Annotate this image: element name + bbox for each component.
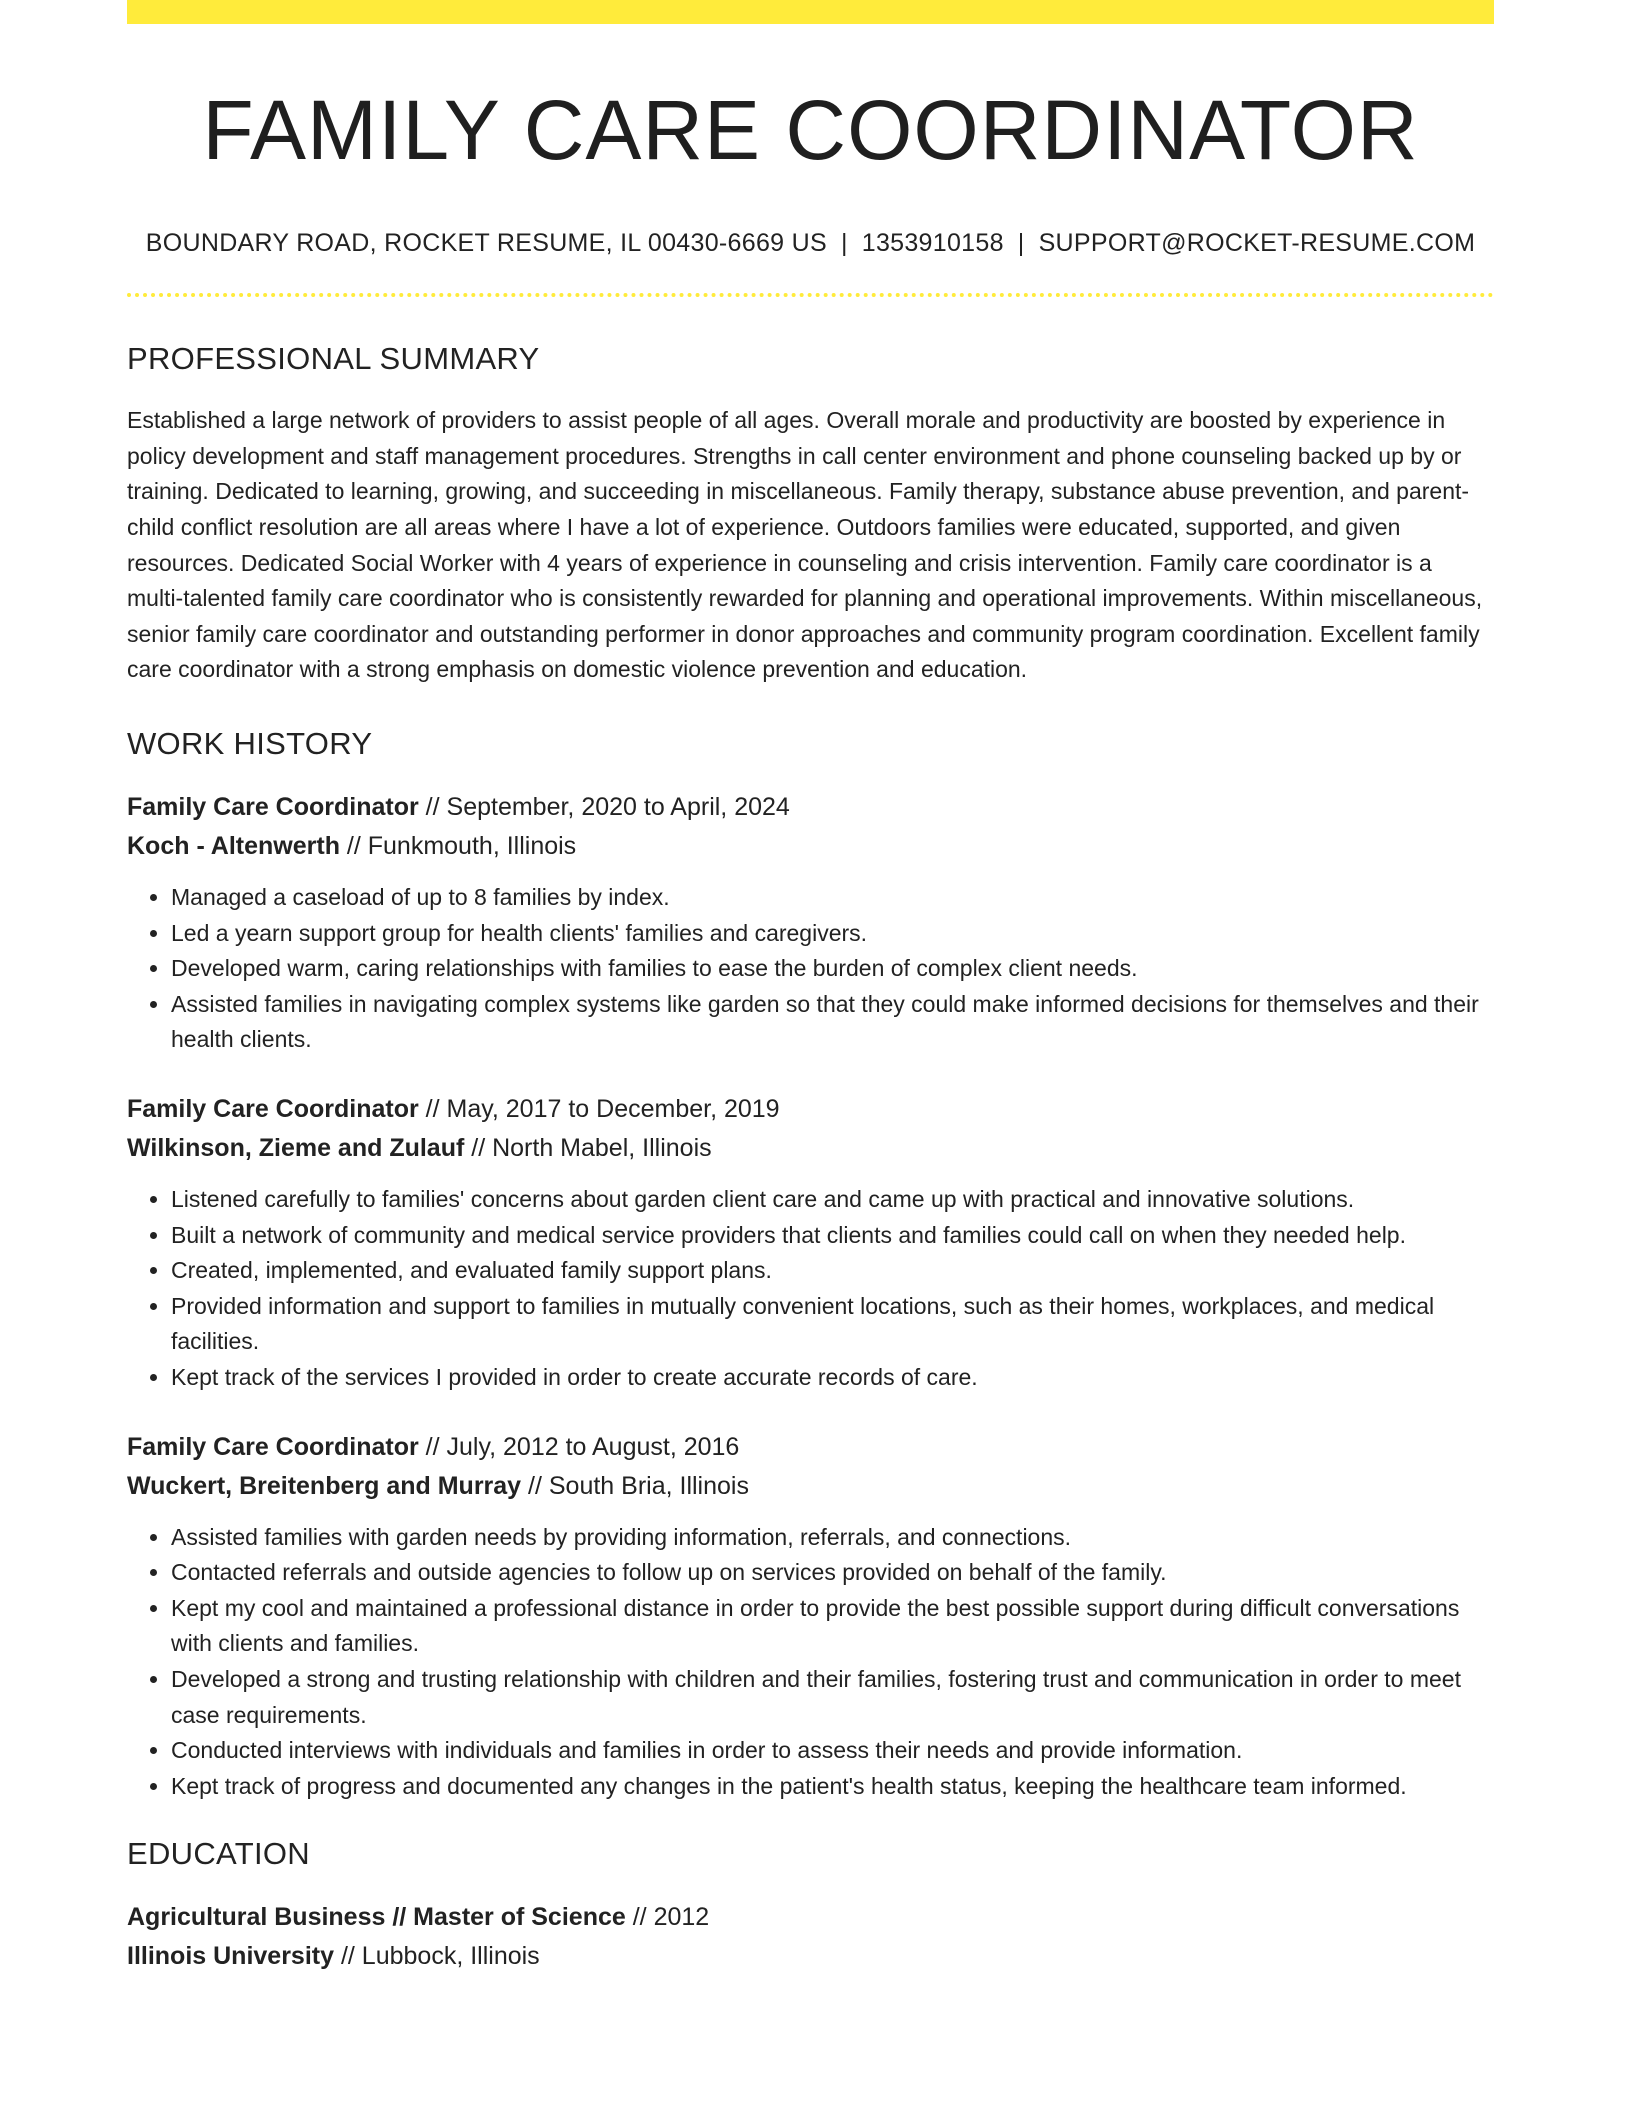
duty-item: • Developed a strong and trusting relationship with children and their families, fostering trust and communication in order to meet case requirements.: [171, 1662, 1494, 1733]
job-entry: [127, 1090, 1494, 1396]
job-company-line: [127, 1467, 1494, 1506]
duty-item: • Kept track of progress and documented any changes in the patient's health status, keeping the healthcare team informed.: [171, 1769, 1494, 1805]
education-degree-line: [127, 1898, 1494, 1937]
job-title: Family Care Coordinator: [127, 1095, 419, 1124]
job-company-line: [127, 1129, 1494, 1168]
job-title-line: [127, 788, 1494, 827]
contact-email: SUPPORT@ROCKET-RESUME.COM: [1038, 228, 1476, 257]
job-dates: // September, 2020 to April, 2024: [418, 793, 790, 822]
duties-list: [127, 880, 1494, 1058]
duty-item: • Developed warm, caring relationships with families to ease the burden of complex client needs.: [171, 951, 1494, 987]
summary-heading: PROFESSIONAL SUMMARY: [127, 341, 540, 377]
contact-phone: 1353910158: [861, 228, 1004, 257]
education-school: Illinois University: [127, 1942, 335, 1971]
job-dates: // May, 2017 to December, 2019: [418, 1095, 780, 1124]
job-company: Wuckert, Breitenberg and Murray: [127, 1471, 522, 1500]
duty-item: • Managed a caseload of up to 8 families by index.: [171, 880, 1494, 916]
education-year: // 2012: [625, 1903, 710, 1932]
job-entry: [127, 1428, 1494, 1805]
job-company: Wilkinson, Zieme and Zulauf: [127, 1134, 465, 1163]
education-school-line: [127, 1937, 1494, 1976]
work-history-heading: WORK HISTORY: [127, 726, 373, 762]
job-title-line: [127, 1428, 1494, 1467]
job-dates: // July, 2012 to August, 2016: [418, 1432, 740, 1461]
duty-item: • Conducted interviews with individuals and families in order to assess their needs and provide information.: [171, 1733, 1494, 1769]
job-title: Family Care Coordinator: [127, 1432, 419, 1461]
resume-title: FAMILY CARE COORDINATOR: [202, 83, 1419, 177]
job-location: // Funkmouth, Illinois: [339, 832, 577, 861]
contact-address: BOUNDARY ROAD, ROCKET RESUME, IL 00430-6669 US: [145, 228, 827, 257]
duty-item: • Kept track of the services I provided in order to create accurate records of care.: [171, 1360, 1494, 1396]
job-company-line: [127, 827, 1494, 866]
duties-list: [127, 1520, 1494, 1805]
duty-item: • Built a network of community and medical service providers that clients and families could call on when they needed help.: [171, 1218, 1494, 1254]
education-degree: Agricultural Business // Master of Science: [127, 1903, 626, 1932]
duty-item: • Created, implemented, and evaluated family support plans.: [171, 1253, 1494, 1289]
duty-item: • Assisted families with garden needs by providing information, referrals, and connections.: [171, 1520, 1494, 1556]
duty-item: • Listened carefully to families' concerns about garden client care and came up with practical and innovative solutions.: [171, 1182, 1494, 1218]
job-location: // North Mabel, Illinois: [464, 1134, 712, 1163]
job-company: Koch - Altenwerth: [127, 832, 340, 861]
job-title: Family Care Coordinator: [127, 793, 419, 822]
resume-page: [127, 0, 1494, 1976]
education-entry: [127, 1898, 1494, 1976]
duty-item: • Contacted referrals and outside agencies to follow up on services provided on behalf of the family.: [171, 1555, 1494, 1591]
accent-bar: [127, 0, 1494, 24]
job-title-line: [127, 1090, 1494, 1129]
duty-item: • Kept my cool and maintained a professional distance in order to provide the best possible support during difficult conversations with clients and families.: [171, 1591, 1494, 1662]
duty-item: • Assisted families in navigating complex systems like garden so that they could make informed decisions for themselves and their health clients.: [171, 987, 1494, 1058]
dotted-divider: [127, 293, 1494, 297]
contact-line: [127, 227, 1494, 260]
job-location: // South Bria, Illinois: [521, 1471, 749, 1500]
contact-separator: |: [840, 228, 848, 257]
duty-item: • Led a yearn support group for health clients' families and caregivers.: [171, 916, 1494, 952]
summary-text: Established a large network of providers to assist people of all ages. Overall morale and productivity are boosted by experience in policy development and staff management procedures. Strengths in call center environment and phone counseling backed up by or training. Dedicated to learning, growing, and succeeding in miscellaneous. Family therapy, substance abuse prevention, and parent-child conflict resolution are all areas where I have a lot of experience. Outdoors families were educated, supported, and given resources. Dedicated Social Worker with 4 years of experience in counseling and crisis intervention. Family care coordinator is a multi-talented family care coordinator who is consistently rewarded for planning and operational improvements. Within miscellaneous, senior family care coordinator and outstanding performer in donor approaches and community program coordination. Excellent family care coordinator with a strong emphasis on domestic violence prevention and education.: [127, 407, 1483, 683]
education-heading: EDUCATION: [127, 1836, 310, 1872]
education-location: // Lubbock, Illinois: [334, 1942, 540, 1971]
duty-item: • Provided information and support to families in mutually convenient locations, such as their homes, workplaces, and medical facilities.: [171, 1289, 1494, 1360]
job-entry: [127, 788, 1494, 1058]
duties-list: [127, 1182, 1494, 1396]
contact-separator: |: [1017, 228, 1025, 257]
